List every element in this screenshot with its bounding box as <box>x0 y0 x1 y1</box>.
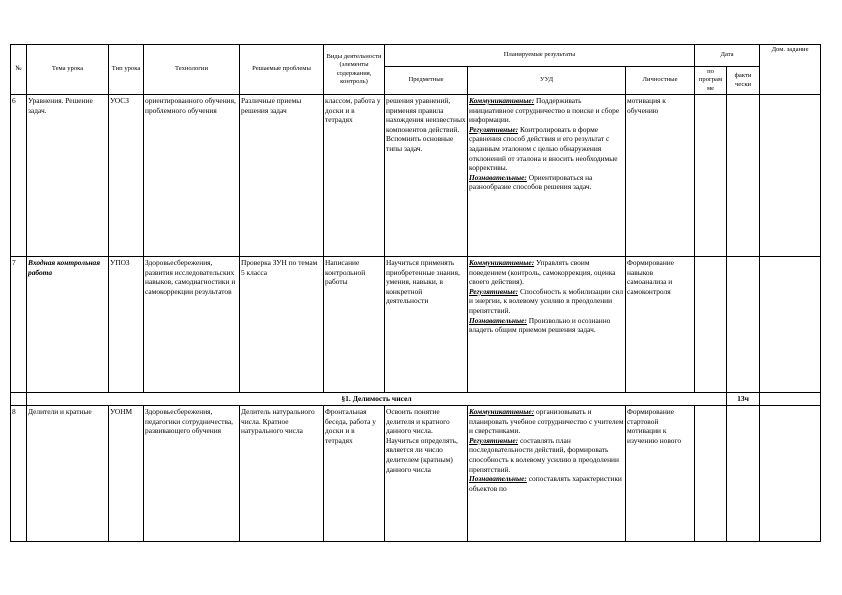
cell-personal: мотивация к обучению <box>626 95 695 257</box>
uud-reg-text: составлять план последовательности действий, формировать способность к волевому усилию в преодолении препятствий. <box>469 435 619 474</box>
header-homework: Дом. задание <box>760 45 821 95</box>
uud-comm-label: Коммуникативные: <box>469 258 535 267</box>
cell-num: 7 <box>11 257 27 393</box>
header-date: Дата <box>695 45 760 67</box>
table-row <box>11 406 821 542</box>
uud-comm-text: Управлять своим поведением (контроль, самокоррекция, оценка своего действия). <box>469 258 616 287</box>
section-hours: 13ч <box>727 393 760 406</box>
cell-personal: Формирование навыков самоанализа и самоконтроля <box>626 257 695 393</box>
uud-reg-text: Способность к мобилизации сил и энергии, к волевому усилию в преодолении препятствий. <box>469 286 624 315</box>
cell-personal: Формирование стартовой мотивации к изучению нового <box>626 406 695 542</box>
cell-tech: ориентированного обучения, проблемного обучения <box>144 95 240 257</box>
cell-activity: Фронтальная беседа, работа у доски и в тетрадях <box>324 406 385 542</box>
cell-topic: Уравнения. Решение задач. <box>27 95 109 257</box>
cell-type: УПОЗ <box>109 257 144 393</box>
uud-comm-label: Коммуникативные: <box>469 96 535 105</box>
cell-tech: Здоровьесбережения, развития исследовательских навыков, самодиагностики и самокоррекции результатов <box>144 257 240 393</box>
header-uud: УУД <box>468 67 626 95</box>
uud-reg-text: Контролировать в форме сравнения способ действия и его результат с заданным эталоном с целью обнаружения отклонений от эталона и вносить необходимые коррективы. <box>469 124 618 173</box>
uud-reg-label: Регулятивные: <box>469 124 519 134</box>
header-planned: Планируемые результаты <box>385 45 695 67</box>
uud-cog-label: Познавательные: <box>469 172 527 182</box>
cell-by-plan <box>695 406 727 542</box>
cell-actual <box>727 406 760 542</box>
cell-problems: Делитель натурального числа. Кратное натурального числа <box>240 406 324 542</box>
cell-actual <box>727 257 760 393</box>
uud-cog-label: Познавательные: <box>469 315 527 325</box>
header-problems: Решаемые проблемы <box>240 45 324 95</box>
cell-problems: Проверка ЗУН по темам 5 класса <box>240 257 324 393</box>
uud-comm-text: Поддерживать инициативное сотрудничество в поиске и сборе информации. <box>469 96 620 125</box>
section-row <box>11 393 821 406</box>
cell-homework <box>760 257 821 393</box>
header-personal: Личностные <box>626 67 695 95</box>
cell-num: 8 <box>11 406 27 542</box>
cell-subject: Научиться применять приобретенные знания, умения, навыки, в конкретной деятельности <box>385 257 468 393</box>
cell-topic: Входная контрольная работа <box>27 257 109 393</box>
cell-tech: Здоровьесбережения, педагогики сотрудничества, развивающего обучения <box>144 406 240 542</box>
header-row-1 <box>11 45 821 67</box>
header-type: Тип урока <box>109 45 144 95</box>
header-topic: Тема урока <box>27 45 109 95</box>
header-by-plan: по програм ме <box>695 67 727 95</box>
cell-uud <box>468 95 626 257</box>
uud-cog-text: Произвольно и осознанно владеть общим приемом решения задач. <box>469 315 611 335</box>
cell-problems: Различные приемы решения задач <box>240 95 324 257</box>
cell-subject: Освоить понятие делителя и кратного данного числа. Научиться определять, является ли число делителем (кратным) данного числа <box>385 406 468 542</box>
cell-uud <box>468 257 626 393</box>
cell-uud <box>468 406 626 542</box>
cell-homework <box>760 95 821 257</box>
header-actual: факти чески <box>727 67 760 95</box>
uud-cog-text: сопоставлять характеристики объектов по <box>469 474 622 493</box>
cell-subject: решения уравнений, применяя правила нахождения неизвестных компонентов действий. Вспомнить основные типы задач. <box>385 95 468 257</box>
table-row <box>11 95 821 257</box>
uud-comm-label: Коммуникативные: <box>469 407 535 416</box>
uud-cog-label: Познавательные: <box>469 474 527 484</box>
cell-type: УОНМ <box>109 406 144 542</box>
lesson-plan-table <box>10 44 821 542</box>
cell-actual <box>727 95 760 257</box>
cell-num: 6 <box>11 95 27 257</box>
cell-activity: Написание контрольной работы <box>324 257 385 393</box>
uud-cog-text: Ориентироваться на разнообразие способов решения задач. <box>469 172 593 192</box>
section-title: §1. Делимость чисел <box>27 393 727 406</box>
header-num: № <box>11 45 27 95</box>
section-empty-hw <box>760 393 821 406</box>
uud-reg-label: Регулятивные: <box>469 286 519 296</box>
uud-reg-label: Регулятивные: <box>469 435 519 445</box>
cell-topic: Делители и кратные <box>27 406 109 542</box>
lesson-plan-page <box>10 44 820 542</box>
cell-type: УОСЗ <box>109 95 144 257</box>
section-empty-num <box>11 393 27 406</box>
cell-by-plan <box>695 257 727 393</box>
cell-homework <box>760 406 821 542</box>
header-subject: Предметные <box>385 67 468 95</box>
header-tech: Технологии <box>144 45 240 95</box>
cell-by-plan <box>695 95 727 257</box>
header-activity: Виды деятельности (элементы содержания, контроль) <box>324 45 385 95</box>
table-row <box>11 257 821 393</box>
uud-comm-text: организовывать и планировать учебное сотрудничество с учителем и сверстниками. <box>469 407 624 436</box>
cell-activity: классом, работа у доски и в тетрадях <box>324 95 385 257</box>
